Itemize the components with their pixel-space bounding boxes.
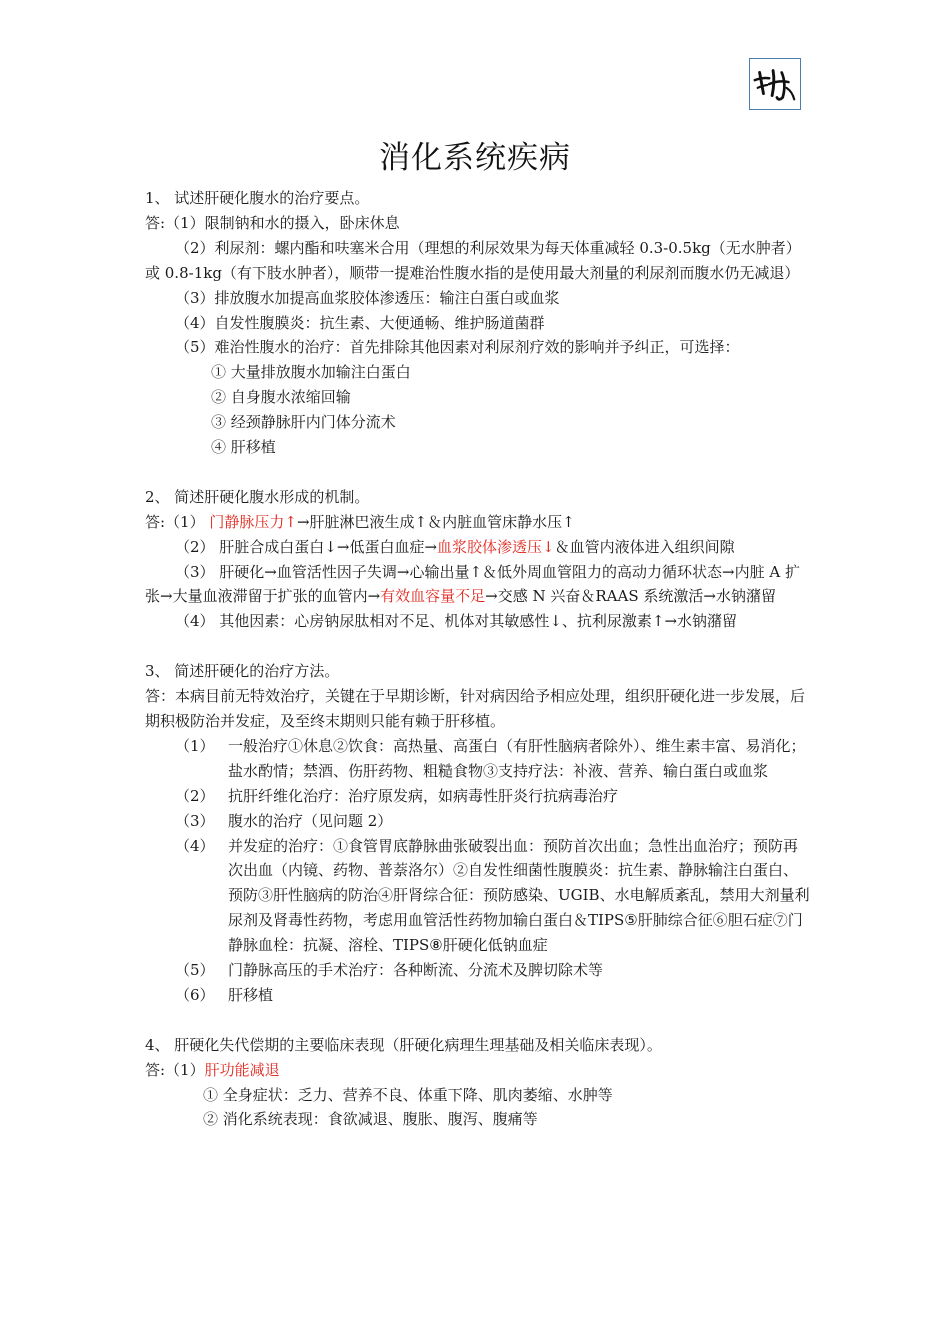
highlight-text: 有效血容量不足 [380,587,486,606]
answer-1-line-2: （2）利尿剂：螺内酯和呋塞米合用（理想的利尿效果为每天体重减轻 0.3-0.5kg（无水肿者）或 0.8-1kg（有下肢水肿者），顺带一提难治性腹水指的是使用最大剂量的利尿剂而腹水仍无减退） [145,238,801,282]
answer-1-sub-1: ① 大量排放腹水加输注白蛋白 [211,363,411,382]
calligraphy-seal-icon [750,59,800,109]
list-item [145,809,810,834]
answer-2-prefix: 答:（1） [145,512,210,531]
spacer [145,634,810,659]
answer-1-line-4: （4）自发性腹膜炎：抗生素、大便通畅、维护肠道菌群 [175,313,545,332]
answer-4-prefix: 答:（1） [145,1060,205,1079]
question-2: 2、 简述肝硬化腹水形成的机制。 [145,487,370,506]
item-text: 门静脉高压的手术治疗：各种断流、分流术及脾切除术等 [228,961,604,980]
item-number: （4） [175,836,215,855]
question-4: 4、 肝硬化失代偿期的主要临床表现（肝硬化病理生理基础及相关临床表现）。 [145,1035,662,1054]
list-item [145,958,810,983]
list-item [145,734,810,784]
answer-2-line-4: （4） 其他因素：心房钠尿肽相对不足、机体对其敏感性↓、抗利尿激素↑→水钠潴留 [175,612,738,631]
list-item [145,983,810,1008]
question-1: 1、 试述肝硬化腹水的治疗要点。 [145,189,370,207]
answer-2-text: （3） 肝硬化→血管活性因子失调→心输出量↑＆低外周血管阻力的高动力循环状态→内脏 A 扩张→大量血液滞留于扩张的血管内→ [145,562,800,606]
calligraphy-stamp [749,58,801,110]
highlight-text: 血浆胶体渗透压↓ [437,537,555,556]
answer-2-line-2 [145,535,810,560]
question-3: 3、 简述肝硬化的治疗方法。 [145,662,340,681]
highlight-text: 门静脉压力↑ [209,512,297,531]
list-item [145,784,810,809]
answer-2-line-3 [145,560,810,610]
answer-2-text: →交感 N 兴奋＆RAAS 系统激活→水钠潴留 [485,587,776,606]
item-text: 抗肝纤维化治疗：治疗原发病，如病毒性肝炎行抗病毒治疗 [228,786,619,805]
answer-2-text: →肝脏淋巴液生成↑＆内脏血管床静水压↑ [296,512,575,531]
item-number: （2） [175,786,215,805]
answer-4-sub-1: ① 全身症状：乏力、营养不良、体重下降、肌肉萎缩、水肿等 [203,1085,613,1104]
answer-1-sub-3: ③ 经颈静脉肝内门体分流术 [211,413,396,432]
answer-2-line-1 [145,510,810,535]
item-text: 腹水的治疗（见问题 2） [228,811,393,830]
item-number: （5） [175,961,215,980]
item-number: （6） [175,985,215,1004]
list-item [145,834,810,959]
answer-1-sub-4: ④ 肝移植 [211,438,276,457]
answer-1-line-1: 答:（1）限制钠和水的摄入，卧床休息 [145,213,400,232]
answer-4-sub-2: ② 消化系统表现：食欲减退、腹胀、腹泻、腹痛等 [203,1110,538,1129]
answer-1-sub-2: ② 自身腹水浓缩回输 [211,388,351,407]
answer-1-line-5: （5）难治性腹水的治疗：首先排除其他因素对利尿剂疗效的影响并予纠正，可选择： [175,338,740,357]
spacer [145,460,810,485]
item-number: （1） [175,736,215,755]
item-number: （3） [175,811,215,830]
spacer [145,1008,810,1033]
item-text: 并发症的治疗：①食管胃底静脉曲张破裂出血：预防首次出血；急性出血治疗；预防再次出血（内镜、药物、普萘洛尔）②自发性细菌性腹膜炎：抗生素、静脉输注白蛋白、预防③肝性脑病的防治④肝肾综合征：预防感染、UGIB、水电解质紊乱，禁用大剂量利尿剂及肾毒性药物，考虑用血管活性药物加输白蛋白＆TIPS⑤肝肺综合征⑥胆石症⑦门静脉血栓：抗凝、溶栓、TIPS⑧肝硬化低钠血症 [228,836,810,955]
highlight-text: 肝功能减退 [204,1060,280,1079]
page-title: 消化系统疾病 [379,140,571,176]
document-body [145,186,810,1132]
item-text: 一般治疗①休息②饮食：高热量、高蛋白（有肝性脑病者除外）、维生素丰富、易消化；盐水酌情；禁酒、伤肝药物、粗糙食物③支持疗法：补液、营养、输白蛋白或血浆 [228,736,806,780]
answer-3-intro: 答：本病目前无特效治疗，关键在于早期诊断，针对病因给予相应处理，组织肝硬化进一步发展，后期积极防治并发症，及至终末期则只能有赖于肝移植。 [145,687,806,730]
answer-2-text: （2） 肝脏合成白蛋白↓→低蛋白血症→ [175,537,438,556]
item-text: 肝移植 [228,985,274,1004]
answer-1-line-3: （3）排放腹水加提高血浆胶体渗透压：输注白蛋白或血浆 [175,288,560,307]
answer-2-text: ＆血管内液体进入组织间隙 [554,537,735,556]
answer-4-line-1 [145,1058,810,1083]
